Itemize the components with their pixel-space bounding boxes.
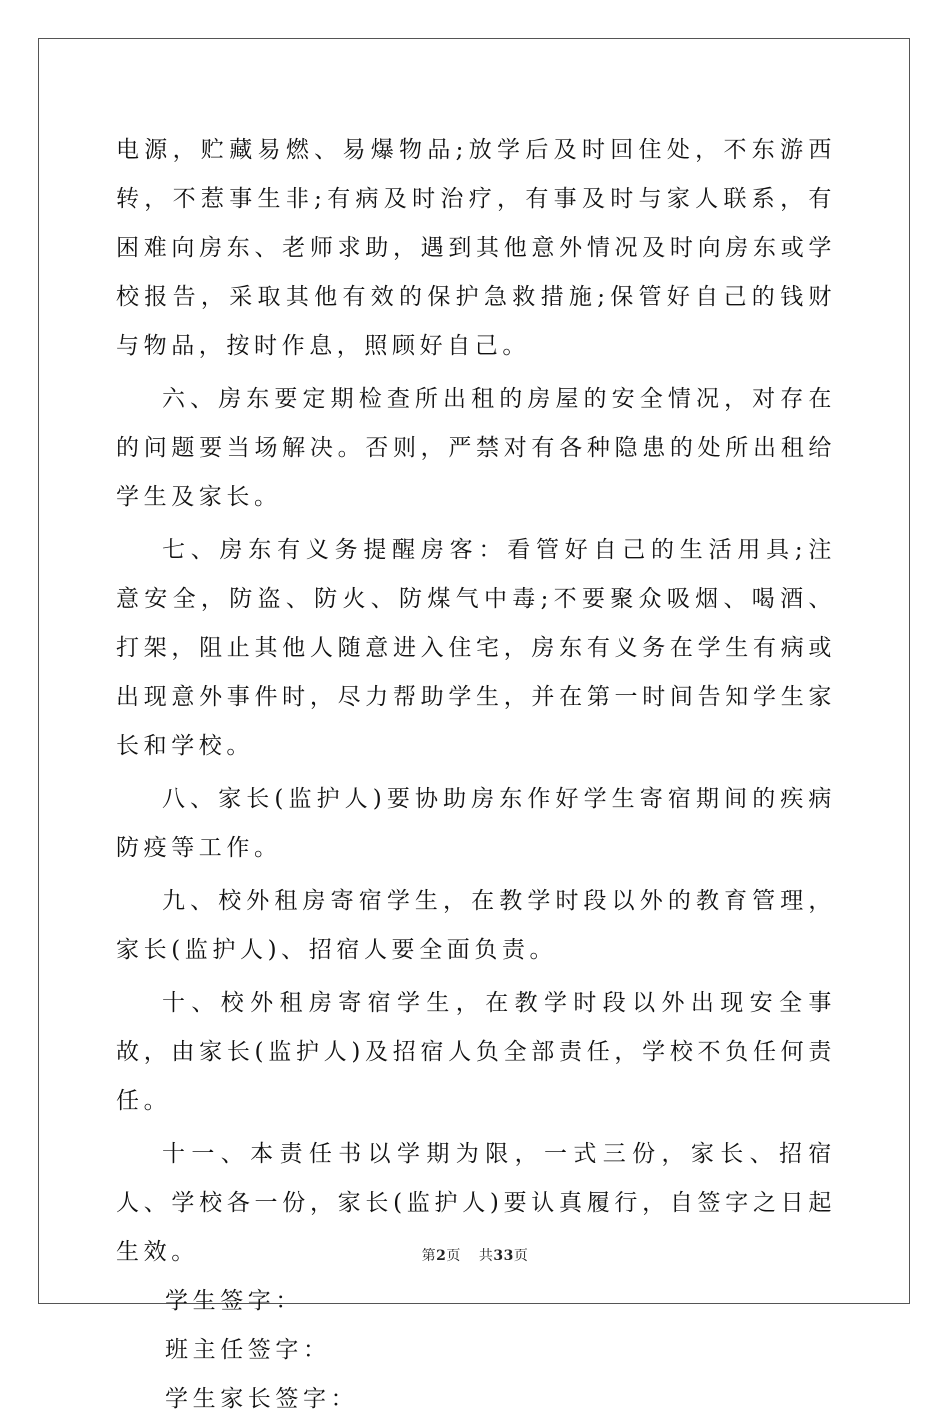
page-suffix: 页: [446, 1248, 461, 1264]
total-suffix: 页: [513, 1248, 529, 1264]
total-prefix: 共: [478, 1248, 494, 1264]
document-body: [116, 126, 836, 1424]
page-prefix: 第: [421, 1248, 437, 1264]
total-pages: 33: [493, 1248, 514, 1264]
page-number: 2: [436, 1248, 447, 1264]
paragraph-six: 六、房东要定期检查所出租的房屋的安全情况，对存在的问题要当场解决。否则，严禁对有各种隐患的处所出租给学生及家长。: [116, 386, 836, 510]
parent-signature-label: 学生家长签字：: [165, 1386, 359, 1412]
paragraph-continuation: 电源，贮藏易燃、易爆物品;放学后及时回住处，不东游西转，不惹事生非;有病及时治疗，有事及时与家人联系，有困难向房东、老师求助，遇到其他意外情况及时向房东或学校报告，采取其他有效的保护急救措施;保管好自己的钱财与物品，按时作息，照顾好自己。: [116, 137, 836, 359]
paragraph-eleven: 十一、本责任书以学期为限，一式三份，家长、招宿人、学校各一份，家长(监护人)要认真履行，自签字之日起生效。: [116, 1141, 836, 1265]
student-signature-label: 学生签字：: [165, 1288, 303, 1314]
paragraph-seven: 七、房东有义务提醒房客：看管好自己的生活用具;注意安全，防盗、防火、防煤气中毒;不要聚众吸烟、喝酒、打架，阻止其他人随意进入住宅，房东有义务在学生有病或出现意外事件时，尽力帮助学生，并在第一时间告知学生家长和学校。: [116, 537, 836, 759]
paragraph-eight: 八、家长(监护人)要协助房东作好学生寄宿期间的疾病防疫等工作。: [116, 786, 836, 861]
teacher-signature-label: 班主任签字：: [165, 1337, 331, 1363]
paragraph-nine: 九、校外租房寄宿学生，在教学时段以外的教育管理，家长(监护人)、招宿人要全面负责。: [116, 888, 836, 963]
page-footer: [0, 1245, 950, 1265]
paragraph-ten: 十、校外租房寄宿学生，在教学时段以外出现安全事故，由家长(监护人)及招宿人负全部责任，学校不负任何责任。: [116, 990, 836, 1114]
